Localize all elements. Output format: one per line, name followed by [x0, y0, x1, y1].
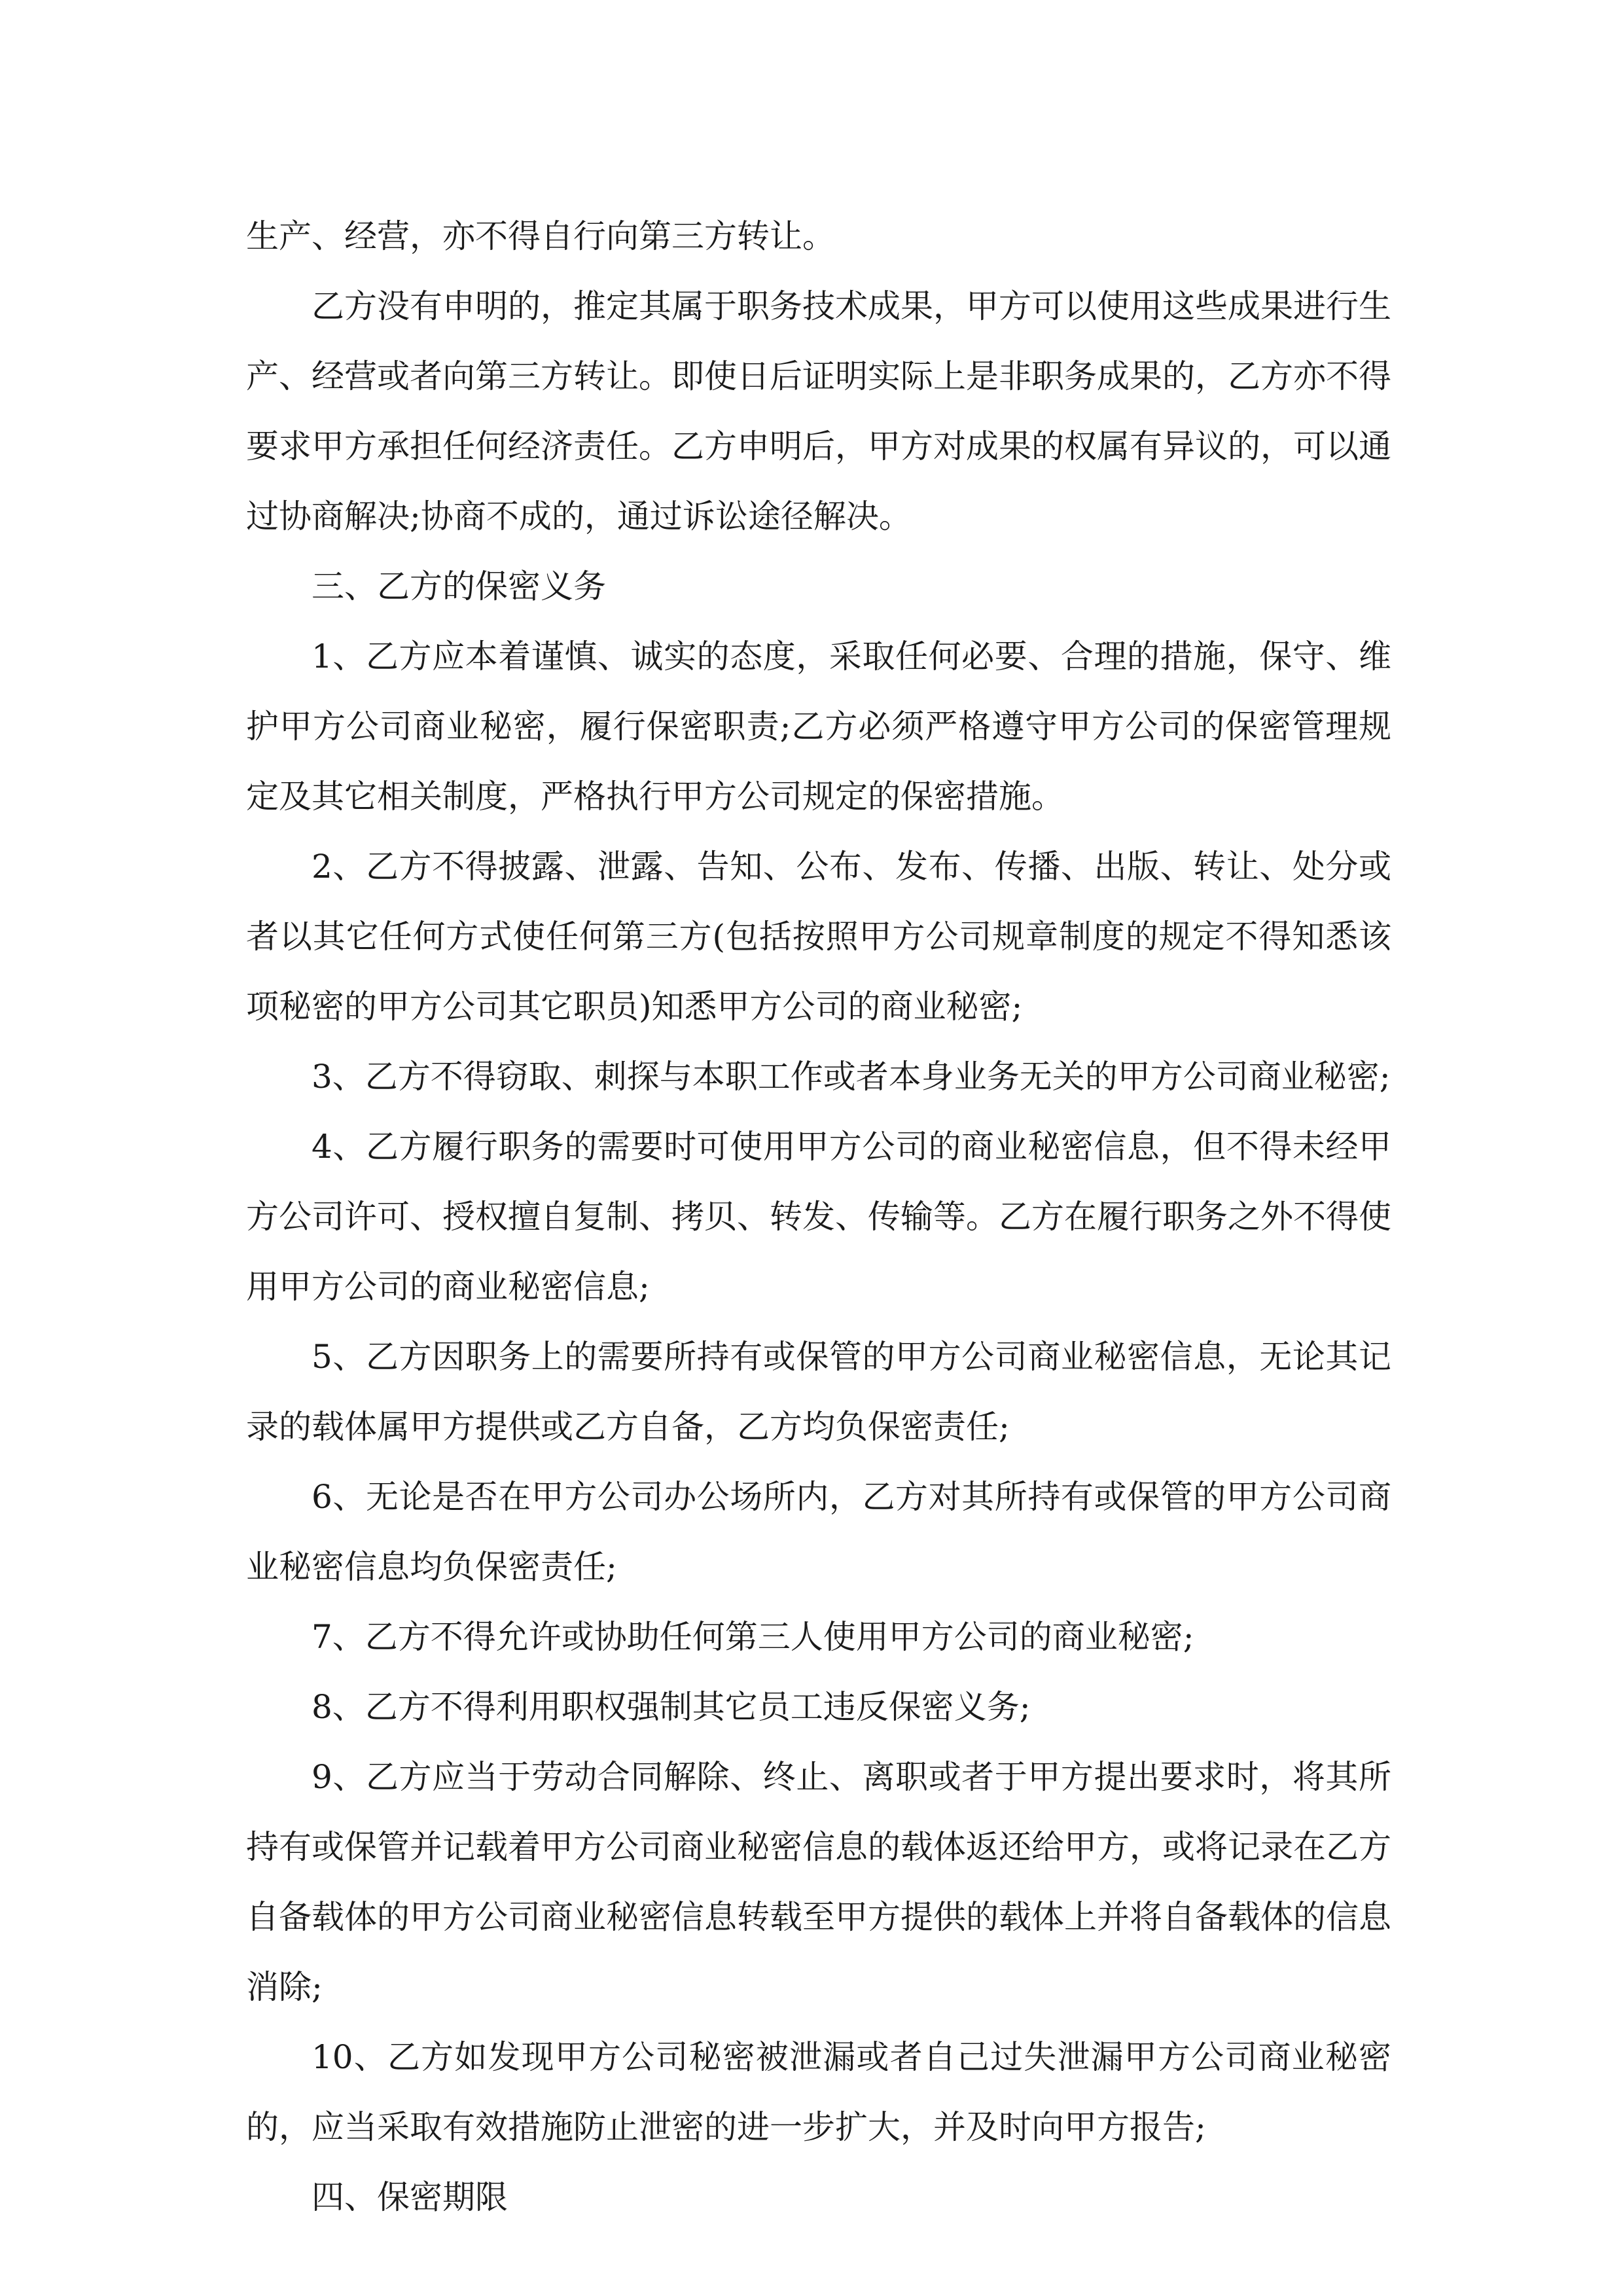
clause-10: 10、乙方如发现甲方公司秘密被泄漏或者自己过失泄漏甲方公司商业秘密的，应当采取有效措施防止泄密的进一步扩大，并及时向甲方报告; — [246, 2038, 1391, 2146]
clause-5: 5、乙方因职务上的需要所持有或保管的甲方公司商业秘密信息，无论其记录的载体属甲方提供或乙方自备，乙方均负保密责任; — [246, 1338, 1391, 1446]
paragraph-continuation: 生产、经营，亦不得自行向第三方转让。 — [246, 217, 835, 255]
clause-3: 3、乙方不得窃取、刺探与本职工作或者本身业务无关的甲方公司商业秘密; — [312, 1058, 1391, 1096]
clause-7: 7、乙方不得允许或协助任何第三人使用甲方公司的商业秘密; — [312, 1618, 1194, 1656]
clause-6: 6、无论是否在甲方公司办公场所内，乙方对其所持有或保管的甲方公司商业秘密信息均负保密责任; — [246, 1478, 1391, 1586]
clause-4: 4、乙方履行职务的需要时可使用甲方公司的商业秘密信息，但不得未经甲方公司许可、授权擅自复制、拷贝、转发、传输等。乙方在履行职务之外不得使用甲方公司的商业秘密信息; — [246, 1128, 1391, 1306]
section-heading-confidentiality-period: 四、保密期限 — [312, 2178, 508, 2216]
clause-2: 2、乙方不得披露、泄露、告知、公布、发布、传播、出版、转让、处分或者以其它任何方式使任何第三方(包括按照甲方公司规章制度的规定不得知悉该项秘密的甲方公司其它职员)知悉甲方公司的商业秘密; — [246, 848, 1391, 1026]
paragraph-undeclared-results: 乙方没有申明的，推定其属于职务技术成果，甲方可以使用这些成果进行生产、经营或者向第三方转让。即使日后证明实际上是非职务成果的，乙方亦不得要求甲方承担任何经济责任。乙方申明后，甲方对成果的权属有异议的，可以通过协商解决;协商不成的，通过诉讼途径解决。 — [246, 287, 1391, 535]
section-heading-confidentiality-obligations: 三、乙方的保密义务 — [312, 567, 606, 605]
clause-8: 8、乙方不得利用职权强制其它员工违反保密义务; — [312, 1688, 1031, 1726]
clause-9: 9、乙方应当于劳动合同解除、终止、离职或者于甲方提出要求时，将其所持有或保管并记载着甲方公司商业秘密信息的载体返还给甲方，或将记录在乙方自备载体的甲方公司商业秘密信息转载至甲方提供的载体上并将自备载体的信息消除; — [246, 1758, 1391, 2006]
document-page — [246, 202, 1391, 2233]
clause-1: 1、乙方应本着谨慎、诚实的态度，采取任何必要、合理的措施，保守、维护甲方公司商业秘密，履行保密职责;乙方必须严格遵守甲方公司的保密管理规定及其它相关制度，严格执行甲方公司规定的保密措施。 — [246, 637, 1391, 816]
